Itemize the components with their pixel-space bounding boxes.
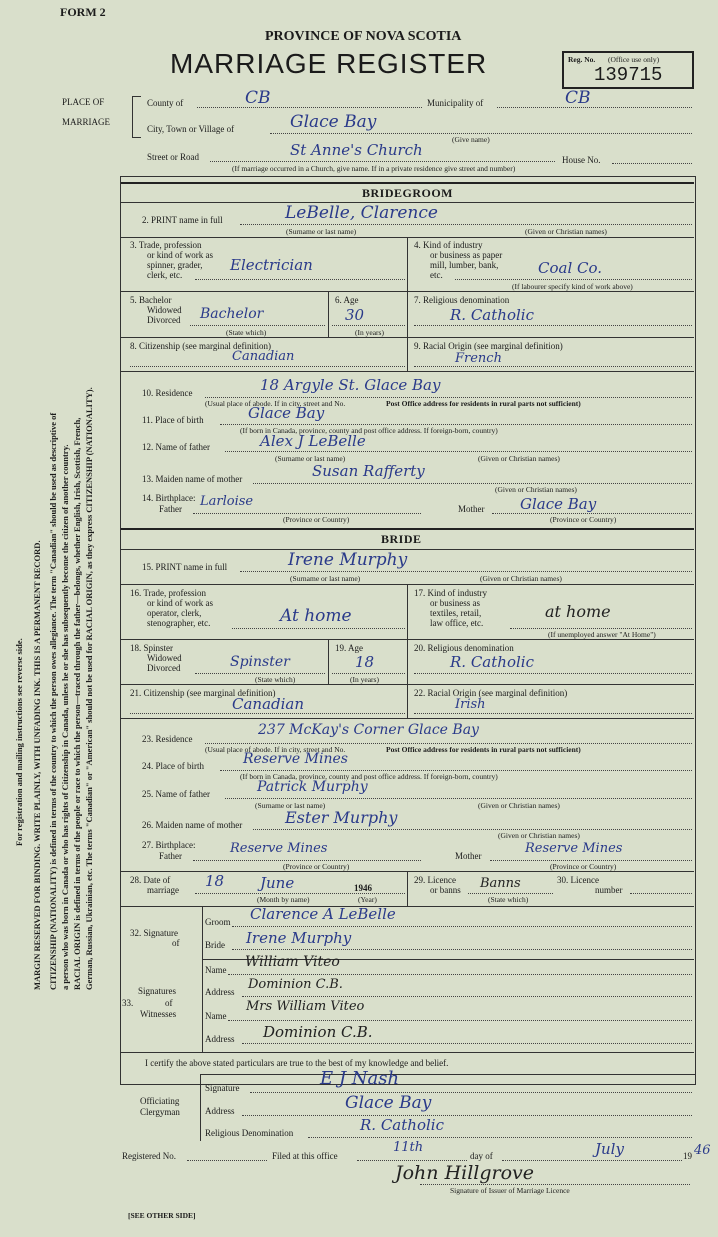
f15-given-note: (Given or Christian names) [480,574,562,583]
f20-label: 20. Religious denomination [414,643,514,653]
house-line [612,163,692,164]
f33-label-2: of [165,998,173,1008]
f16-label-1: 16. Trade, profession [130,588,206,598]
groom-signature: Clarence A LeBelle [250,905,396,923]
w1-name: William Viteo [245,954,340,970]
f8-value: Canadian [232,349,295,364]
f24-label: 24. Place of birth [142,761,204,771]
f14-mother-note: (Province or Country) [550,515,617,524]
f28-note: (Month by name) [257,895,310,904]
f8-label: 8. Citizenship (see marginal definition) [130,341,272,351]
margin-note-3: CITIZENSHIP (NATIONALITY) is defined in terms of the country to which the person owes allegiance. The term "Canadian" should be used as descriptive of [48,412,58,990]
f29-value: Banns [480,876,521,891]
f4-value: Coal Co. [538,259,603,277]
off-label-1: Officiating [140,1096,180,1106]
f11-note: (If born in Canada, province, county and post office address. If foreign-born, country) [240,426,498,435]
f15-label: 15. PRINT name in full [142,562,228,572]
margin-note-5: RACIAL ORIGIN is defined in terms of the people or race to which the person—traced through the father—belongs, whether English, Irish, Scottish, French, [72,417,82,990]
f16-label-3: operator, clerk, [147,608,202,618]
f11-label: 11. Place of birth [142,415,204,425]
f13-given-note: (Given or Christian names) [495,485,577,494]
city-line [270,133,692,134]
clergy-signature: E J Nash [320,1068,400,1089]
w2-address: Dominion C.B. [263,1023,373,1041]
f21-value: Canadian [232,695,305,713]
f17-label-3: textiles, retail, [430,608,482,618]
f28-label-2: marriage [147,885,179,895]
f17-note: (If unemployed answer "At Home") [548,630,656,639]
f17-value: at home [545,602,611,621]
city-label: City, Town or Village of [147,124,235,134]
margin-note-4: a person who was born in Canada or who has rights of Citizenship in Canada, unless he or she has subsequently become the citizen of another country. [60,444,70,990]
f9-label: 9. Racial Origin (see marginal definition) [414,341,563,351]
street-value: St Anne's Church [290,141,423,159]
f13-value: Susan Rafferty [312,462,425,480]
f22-value: Irish [455,697,486,712]
reg-no-box [562,51,694,89]
see-other-side: [SEE OTHER SIDE] [128,1211,196,1220]
street-line [210,161,555,162]
f15-value: Irene Murphy [288,550,408,570]
f14-father-note: (Province or Country) [283,515,350,524]
place-label-2: MARRIAGE [62,117,111,127]
f20-value: R. Catholic [450,653,534,671]
f32-label-2: of [172,938,180,948]
f23-label: 23. Residence [142,734,193,744]
f14-father-value: Larloise [200,494,254,509]
f4-label-2: or business as paper [430,250,503,260]
f25-value: Patrick Murphy [257,779,368,795]
filed-day: 11th [393,1140,424,1155]
f27-mother-value: Reserve Mines [525,841,623,856]
f5-value: Bachelor [200,306,264,322]
house-label: House No. [562,155,601,165]
f2-value: LeBelle, Clarence [285,203,438,223]
f2-label: 2. PRINT name in full [142,215,223,225]
f26-value: Ester Murphy [285,808,398,827]
f14-mother-label: Mother [458,504,485,514]
f25-surname-note: (Surname or last name) [255,801,326,810]
f12-surname-note: (Surname or last name) [275,454,346,463]
f12-value: Alex J LeBelle [260,432,366,450]
f32-label-1: 32. Signature [130,928,178,938]
f4-note: (If labourer specify kind of work above) [512,282,633,291]
f18-label-1: 18. Spinster [130,643,174,653]
f3-label-2: or kind of work as [147,250,213,260]
f27-father-label: Father [159,851,182,861]
clergy-address: Glace Bay [345,1093,432,1113]
f28-note2: (Year) [358,895,377,904]
f2-given-note: (Given or Christian names) [525,227,607,236]
f14-label: 14. Birthplace: [142,493,196,503]
f10-label: 10. Residence [142,388,193,398]
certify-text: I certify the above stated particulars are true to the best of my knowledge and belief. [145,1058,449,1068]
f23-note-b: Post Office address for residents in rural parts not sufficient) [386,745,581,754]
f16-label-4: stenographer, etc. [147,618,211,628]
f28-month: June [260,874,295,892]
f14-mother-value: Glace Bay [520,495,597,513]
f7-value: R. Catholic [450,306,534,324]
day-of-label: day of [470,1151,493,1161]
f13-label: 13. Maiden name of mother [142,474,243,484]
reg-no-note: (Office use only) [608,55,660,64]
year-prefix: 19 [683,1151,692,1161]
place-bracket [132,96,141,138]
f17-label-1: 17. Kind of industry [414,588,487,598]
city-value: Glace Bay [290,112,377,132]
f10-note-b: Post Office address for residents in rural parts not sufficient) [386,399,581,408]
w2-name-label: Name [205,1011,227,1021]
f28-label-1: 28. Date of [130,875,171,885]
margin-note-6: German, Russian, Ukrainian, etc. The terms "Canadian" or "American" should not be used for RACIAL ORIGIN, as they express CITIZENSHIP (NATIONALITY). [84,387,94,990]
f30-label-1: 30. Licence [557,875,599,885]
f23-note: (Usual place of abode. If in city, street and No. [205,745,346,754]
w1-address: Dominion C.B. [248,977,343,992]
f29-note: (State which) [488,895,529,904]
registered-label: Registered No. [122,1151,176,1161]
f30-label-2: number [595,885,623,895]
f27-father-value: Reserve Mines [230,841,328,856]
municipality-value: CB [565,88,591,108]
f12-label: 12. Name of father [142,442,210,452]
county-label: County of [147,98,184,108]
filed-month: July [595,1140,624,1158]
groom-label: Groom [205,917,231,927]
f21-label: 21. Citizenship (see marginal definition) [130,688,276,698]
off-label-2: Clergyman [140,1107,180,1117]
f6-note: (In years) [355,328,384,337]
place-label-1: PLACE OF [62,97,105,107]
county-value: CB [245,88,271,108]
f5-label-1: 5. Bachelor [130,295,172,305]
f14-father-label: Father [159,504,182,514]
municipality-line [497,107,692,108]
f18-label-3: Divorced [147,663,181,673]
f24-note: (If born in Canada, province, county and post office address. If foreign-born, country) [240,772,498,781]
f16-label-2: or kind of work as [147,598,213,608]
f12-given-note: (Given or Christian names) [478,454,560,463]
f19-label: 19. Age [335,643,363,653]
f9-value: French [455,351,502,366]
reg-no-value: 139715 [594,64,663,86]
f17-label-2: or business as [430,598,480,608]
bridegroom-heading: BRIDEGROOM [362,186,454,200]
f6-value: 30 [345,306,365,324]
margin-note-1: For registration and mailing instructions see reverse side. [14,638,24,846]
f19-note: (In years) [350,675,379,684]
f7-label: 7. Religious denomination [414,295,510,305]
f3-value: Electrician [230,256,313,274]
form-label: FORM 2 [60,5,106,19]
f27-mother-label: Mother [455,851,482,861]
f4-label-4: etc. [430,270,443,280]
f25-given-note: (Given or Christian names) [478,801,560,810]
street-note: (If marriage occurred in a Church, give name. If in a private residence give street and number) [232,164,516,173]
f2-surname-note: (Surname or last name) [286,227,357,236]
issuer-label: Signature of Issuer of Marriage Licence [450,1186,570,1195]
f3-label-4: clerk, etc. [147,270,183,280]
f5-label-3: Divorced [147,315,181,325]
f23-value: 237 McKay's Corner Glace Bay [258,722,479,738]
f29-label-1: 29. Licence [414,875,456,885]
f25-label: 25. Name of father [142,789,210,799]
clergy-rel-label: Religious Denomination [205,1128,294,1138]
f18-value: Spinster [230,654,290,670]
county-line [197,107,422,108]
w1-name-label: Name [205,965,227,975]
issuer-signature: John Hillgrove [395,1162,535,1184]
reg-no-label: Reg. No. [568,55,596,64]
f26-given-note: (Given or Christian names) [498,831,580,840]
clergy-sig-label: Signature [205,1083,240,1093]
f16-value: At home [280,606,352,626]
f18-note: (State which) [255,675,296,684]
f29-label-2: or banns [430,885,461,895]
f15-surname-note: (Surname or last name) [290,574,361,583]
clergy-addr-label: Address [205,1106,235,1116]
f3-label-3: spinner, grader, [147,260,203,270]
bride-heading: BRIDE [381,532,422,546]
w1-address-label: Address [205,987,235,997]
f5-label-2: Widowed [147,305,182,315]
filed-label: Filed at this office [272,1151,338,1161]
f11-value: Glace Bay [248,404,325,422]
f5-note: (State which) [226,328,267,337]
bride-label: Bride [205,940,225,950]
f28-year: 1946 [354,883,372,893]
f28-day: 18 [205,872,225,890]
f26-label: 26. Maiden name of mother [142,820,243,830]
w2-name: Mrs William Viteo [246,999,365,1014]
f27-label: 27. Birthplace: [142,840,196,850]
province-heading: PROVINCE OF NOVA SCOTIA [265,29,462,44]
margin-note-2: MARGIN RESERVED FOR BINDING. WRITE PLAINLY, WITH UNFADING INK. THIS IS A PERMANENT RECORD. [32,540,42,990]
document-title: MARRIAGE REGISTER [170,48,488,79]
f27-mother-note: (Province or Country) [550,862,617,871]
f6-label: 6. Age [335,295,359,305]
f4-label-1: 4. Kind of industry [414,240,483,250]
street-label: Street or Road [147,152,199,162]
f27-father-note: (Province or Country) [283,862,350,871]
give-name-note: (Give name) [452,135,490,144]
f33-number: 33. [122,998,134,1008]
f33-label-3: Witnesses [140,1009,177,1019]
f10-value: 18 Argyle St. Glace Bay [260,376,441,394]
filed-year: 46 [694,1143,711,1158]
f18-label-2: Widowed [147,653,182,663]
f17-label-4: law office, etc. [430,618,484,628]
f4-label-3: mill, lumber, bank, [430,260,499,270]
municipality-label: Municipality of [427,98,484,108]
w2-address-label: Address [205,1034,235,1044]
bride-signature: Irene Murphy [246,929,352,947]
f33-label-1: Signatures [138,986,176,996]
f22-label: 22. Racial Origin (see marginal definition) [414,688,568,698]
f19-value: 18 [355,653,375,671]
f3-label-1: 3. Trade, profession [130,240,202,250]
clergy-religion: R. Catholic [360,1116,444,1134]
f24-value: Reserve Mines [243,751,348,767]
f10-note: (Usual place of abode. If in city, street and No. [205,399,346,408]
